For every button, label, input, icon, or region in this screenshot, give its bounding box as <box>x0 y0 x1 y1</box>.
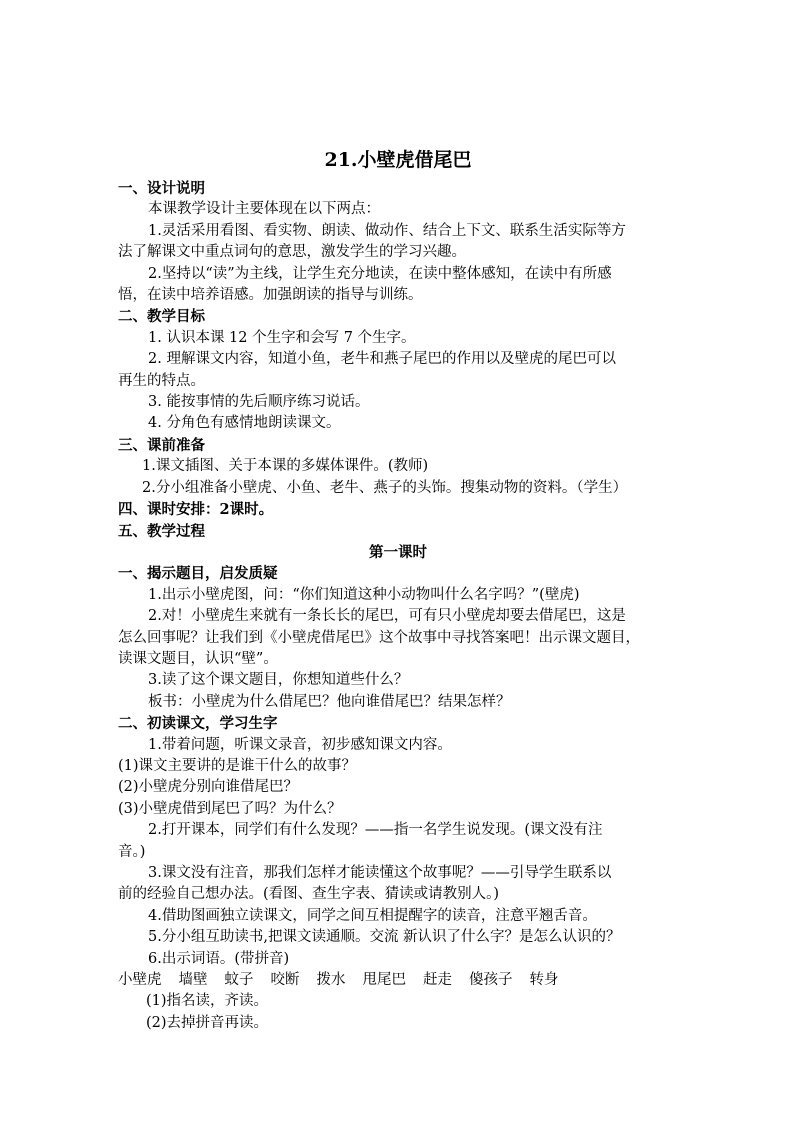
paragraph-line: 1.带着问题，听课文录音，初步感知课文内容。 <box>148 736 452 753</box>
paragraph-line: 再生的特点。 <box>118 372 205 389</box>
vocabulary-word: 傻孩子 <box>469 972 513 989</box>
vocabulary-word: 转身 <box>529 972 559 989</box>
paragraph-line: 1.灵活采用看图、看实物、朗读、做动作、结合上下文、联系生活实际等方 <box>148 222 626 239</box>
paragraph-line: 5.分小组互助读书,把课文读通顺。交流 新认识了什么字？是怎么认识的？ <box>148 929 621 946</box>
paragraph-line: (2)小壁虎分别向谁借尾巴？ <box>118 779 299 796</box>
vocabulary-word: 蚊子 <box>224 972 254 989</box>
paragraph-line: 2.分小组准备小壁虎、小鱼、老牛、燕子的头饰。搜集动物的资料。（学生） <box>142 479 628 496</box>
lesson-subtitle: 第一课时 <box>369 543 427 561</box>
page-title: 21.小壁虎借尾巴 <box>324 149 472 171</box>
vocabulary-word: 小壁虎 <box>118 972 162 989</box>
paragraph-line: 1. 认识本课 12 个生字和会写 7 个生字。 <box>148 329 416 346</box>
section-heading: 四、课时安排：2课时。 <box>118 501 274 519</box>
section-heading: 二、教学目标 <box>118 308 205 326</box>
vocabulary-word: 咬断 <box>270 972 300 989</box>
paragraph-line: 2.坚持以“读”为主线，让学生充分地读，在读中整体感知，在读中有所感 <box>148 265 612 282</box>
paragraph-line: (2)去掉拼音再读。 <box>146 1014 269 1031</box>
paragraph-line: 本课教学设计主要体现在以下两点： <box>148 201 380 218</box>
section-heading: 三、课前准备 <box>118 436 205 454</box>
paragraph-line: 怎么回事呢？让我们到《小壁虎借尾巴》这个故事中寻找答案吧！出示课文题目， <box>118 629 640 646</box>
paragraph-line: 3.读了这个课文题目，你想知道些什么？ <box>148 672 409 689</box>
vocabulary-list <box>118 970 678 991</box>
paragraph-line: 2.打开课本，同学们有什么发现？——指一名学生说发现。(课文没有注 <box>148 822 603 839</box>
section-heading: 一、揭示题目，启发质疑 <box>118 565 278 583</box>
paragraph-line: 2. 理解课文内容，知道小鱼，老牛和燕子尾巴的作用以及壁虎的尾巴可以 <box>148 351 616 368</box>
paragraph-line: 1.课文插图、关于本课的多媒体课件。(教师) <box>142 458 429 475</box>
paragraph-line: (3)小壁虎借到尾巴了吗？为什么？ <box>118 800 342 817</box>
paragraph-line: 2.对！小壁虎生来就有一条长长的尾巴，可有只小壁虎却要去借尾巴，这是 <box>148 608 626 625</box>
vocabulary-word: 墙壁 <box>178 972 208 989</box>
vocabulary-word: 甩尾巴 <box>362 972 406 989</box>
paragraph-line: (1)指名读，齐读。 <box>146 993 269 1010</box>
vocabulary-word: 赶走 <box>423 972 452 989</box>
paragraph-line: (1)课文主要讲的是谁干什么的故事？ <box>118 757 357 774</box>
paragraph-line: 板书：小壁虎为什么借尾巴？他向谁借尾巴？结果怎样？ <box>148 693 511 710</box>
paragraph-line: 音。) <box>118 843 146 860</box>
paragraph-line: 读课文题目，认识“壁”。 <box>118 650 278 667</box>
paragraph-line: 前的经验自己想办法。(看图、查生字表、猜读或请教别人。) <box>118 886 500 903</box>
document-page <box>118 146 678 1034</box>
section-heading: 五、教学过程 <box>118 522 205 540</box>
paragraph-line: 法了解课文中重点词句的意思，激发学生的学习兴趣。 <box>118 244 466 261</box>
paragraph-line: 3.课文没有注音，那我们怎样才能读懂这个故事呢？——引导学生联系以 <box>148 865 612 881</box>
paragraph-line: 4.借助图画独立读课文，同学之间互相提醒字的读音，注意平翘舌音。 <box>148 907 597 924</box>
paragraph-line: 悟，在读中培养语感。加强朗读的指导与训练。 <box>118 287 423 304</box>
paragraph-line: 3. 能按事情的先后顺序练习说话。 <box>148 394 370 411</box>
paragraph-line: 6.出示词语。(带拼音) <box>148 950 290 967</box>
section-heading: 二、初读课文，学习生字 <box>118 715 278 733</box>
section-heading: 一、设计说明 <box>118 180 205 197</box>
paragraph-line: 4. 分角色有感情地朗读课文。 <box>148 415 341 432</box>
vocabulary-word: 拨水 <box>316 972 346 989</box>
paragraph-line: 1.出示小壁虎图，问：“你们知道这种小动物叫什么名字吗？”(壁虎) <box>148 586 580 603</box>
